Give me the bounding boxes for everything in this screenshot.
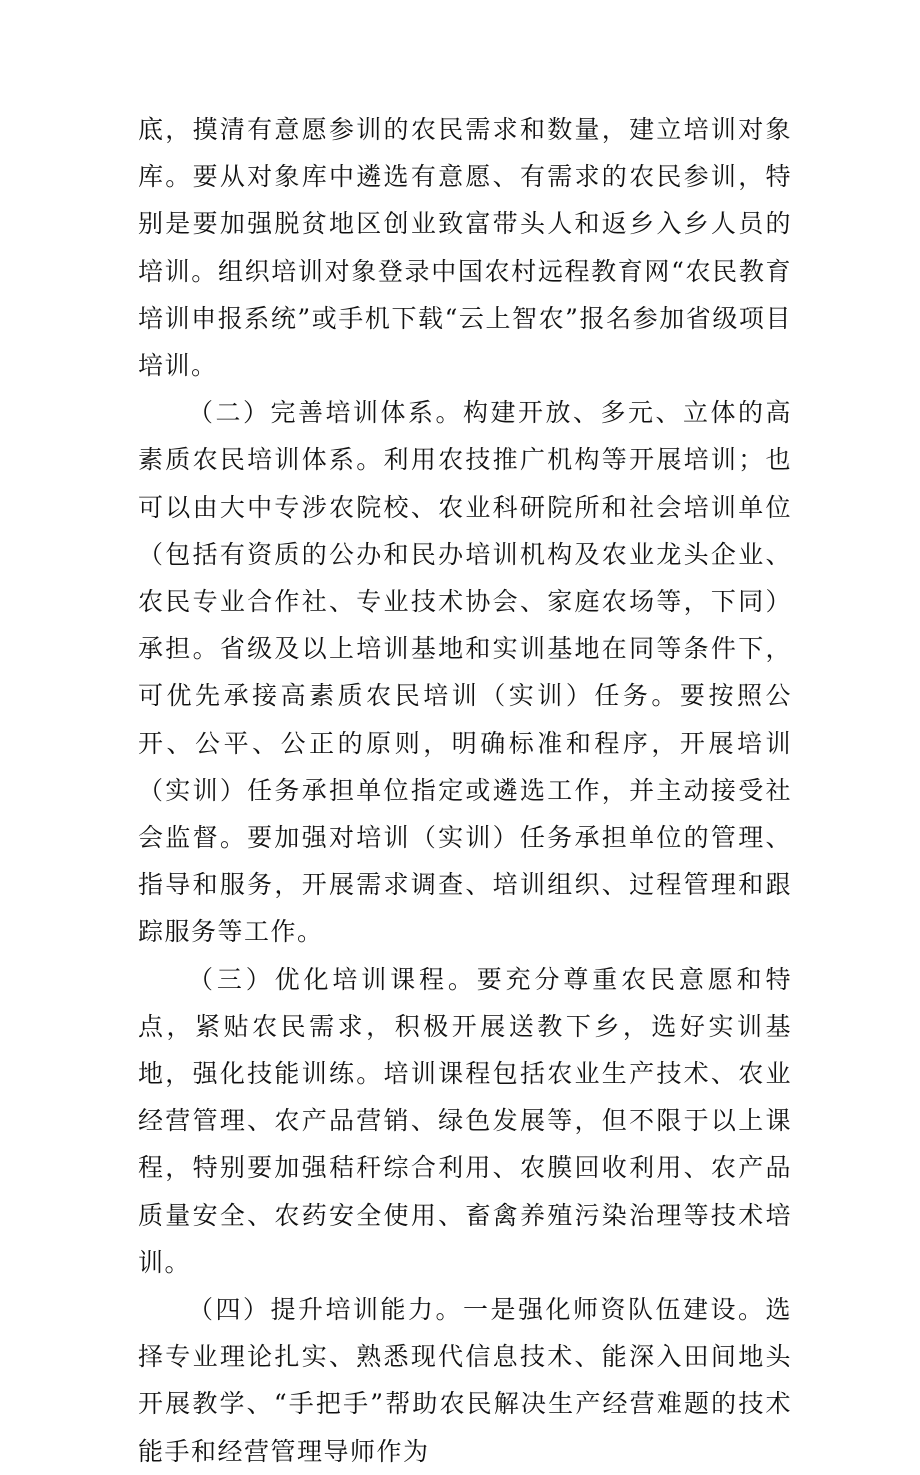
paragraph-training-courses: （三）优化培训课程。要充分尊重农民意愿和特点，紧贴农民需求，积极开展送教下乡，选好实训基地，强化技能训练。培训课程包括农业生产技术、农业经营管理、农产品营销、绿色发展等，但不限于以上课程，特别要加强秸秆综合利用、农膜回收利用、农产品质量安全、农药安全使用、畜禽养殖污染治理等技术培训。: [138, 964, 792, 1277]
paragraph-continuation: 底，摸清有意愿参训的农民需求和数量，建立培训对象库。要从对象库中遴选有意愿、有需求的农民参训，特别是要加强脱贫地区创业致富带头人和返乡入乡人员的培训。组织培训对象登录中国农村远程教育网“农民教育培训申报系统”或手机下载“云上智农”报名参加省级项目培训。: [138, 115, 792, 381]
document-page: [138, 106, 792, 1475]
paragraph-training-capacity: （四）提升培训能力。一是强化师资队伍建设。选择专业理论扎实、熟悉现代信息技术、能深入田间地头开展教学、“手把手”帮助农民解决生产经营难题的技术能手和经营管理导师作为: [138, 1295, 792, 1466]
paragraph-training-system: （二）完善培训体系。构建开放、多元、立体的高素质农民培训体系。利用农技推广机构等开展培训；也可以由大中专涉农院校、农业科研院所和社会培训单位（包括有资质的公办和民办培训机构及农业龙头企业、农民专业合作社、专业技术协会、家庭农场等，下同）承担。省级及以上培训基地和实训基地在同等条件下，可优先承接高素质农民培训（实训）任务。要按照公开、公平、公正的原则，明确标准和程序，开展培训（实训）任务承担单位指定或遴选工作，并主动接受社会监督。要加强对培训（实训）任务承担单位的管理、指导和服务，开展需求调查、培训组织、过程管理和跟踪服务等工作。: [138, 398, 792, 947]
